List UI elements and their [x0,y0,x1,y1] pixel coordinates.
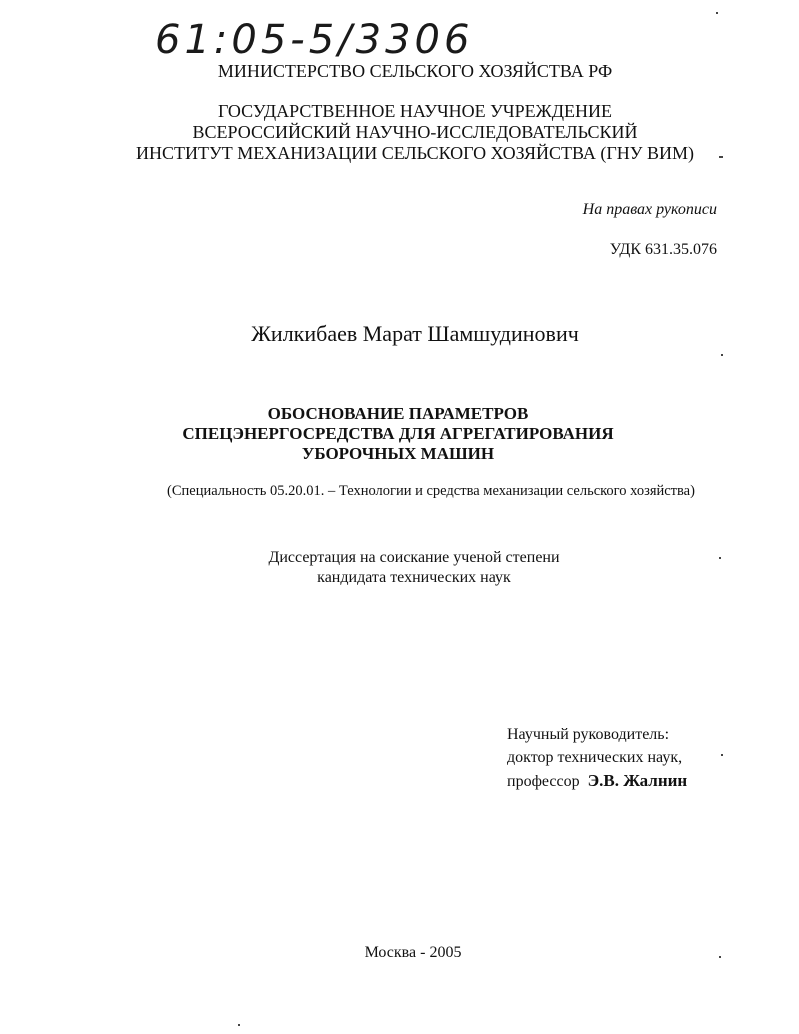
title-line: ОБОСНОВАНИЕ ПАРАМЕТРОВ [267,404,529,423]
institution-line: ГОСУДАРСТВЕННОЕ НАУЧНОЕ УЧРЕЖДЕНИЕ [217,101,613,121]
scan-speck [721,354,723,356]
institution-line: ИНСТИТУТ МЕХАНИЗАЦИИ СЕЛЬСКОГО ХОЗЯЙСТВА (ГНУ ВИМ) [135,143,695,163]
handwritten-stamp-text: 61:05-5/3306 [155,17,474,63]
supervisor-rank: профессор [507,773,580,790]
institution-block [0,101,799,164]
scan-speck [721,754,723,756]
manuscript-rights-note: На правах рукописи [582,201,717,218]
ministry-heading: МИНИСТЕРСТВО СЕЛЬСКОГО ХОЗЯЙСТВА РФ [217,61,613,81]
scan-speck [719,156,723,158]
degree-line: кандидата технических наук [317,569,511,586]
scan-speck [716,12,718,14]
specialty-line: (Специальность 05.20.01. – Технологии и средства механизации сельского хозяйства) [167,483,695,499]
dissertation-title [0,404,796,464]
handwritten-stamp-svg [155,8,495,68]
author-name: Жилкибаев Марат Шамшудинович [251,321,579,346]
city-year: Москва - 2005 [364,944,462,961]
supervisor-degree: доктор технических наук, [507,749,683,766]
degree-line: Диссертация на соискание ученой степени [268,549,560,566]
scan-speck [719,956,721,958]
degree-statement [0,548,799,588]
handwritten-archive-number [155,8,495,68]
scan-speck [719,557,721,559]
supervisor-label: Научный руководитель: [507,726,670,743]
supervisor-name-line [507,769,687,793]
scan-speck [238,1024,240,1026]
institution-line: ВСЕРОССИЙСКИЙ НАУЧНО-ИССЛЕДОВАТЕЛЬСКИЙ [192,122,638,142]
title-line: УБОРОЧНЫХ МАШИН [301,444,495,463]
udk-code: УДК 631.35.076 [609,241,717,258]
title-line: СПЕЦЭНЕРГОСРЕДСТВА ДЛЯ АГРЕГАТИРОВАНИЯ [182,424,614,443]
supervisor-name: Э.В. Жалнин [587,771,688,790]
supervisor-block [507,723,687,793]
